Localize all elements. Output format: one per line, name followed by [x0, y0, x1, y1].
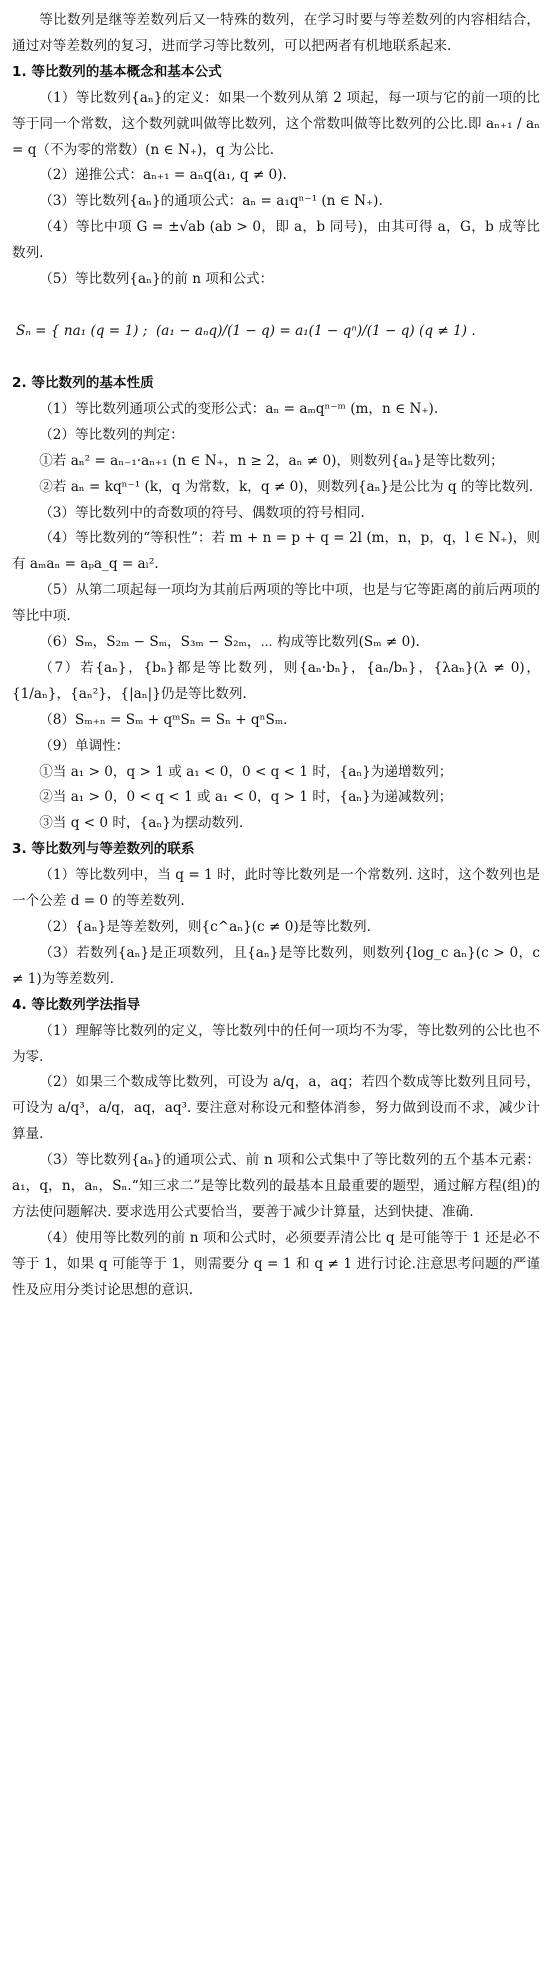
- paragraph: （3）若数列{aₙ}是正项数列，且{aₙ}是等比数列，则数列{log_c aₙ}(c > 0，c ≠ 1)为等差数列.: [12, 944, 540, 987]
- paragraph: （3）等比数列中的奇数项的符号、偶数项的符号相同.: [39, 504, 365, 521]
- paragraph: （8）Sₘ₊ₙ = Sₘ + qᵐSₙ = Sₙ + qⁿSₘ.: [39, 711, 288, 728]
- section-heading: 3. 等比数列与等差数列的联系: [12, 841, 195, 858]
- paragraph: （2）如果三个数成等比数列，可设为 a/q，a，aq；若四个数成等比数列且同号，可设为 a/q³，a/q，aq，aq³. 要注意对称设元和整体消参，努力做到设而不求，减少计算量.: [12, 1074, 540, 1143]
- paragraph: （2）递推公式：aₙ₊₁ = aₙq(a₁, q ≠ 0).: [39, 167, 287, 184]
- paragraph: （3）等比数列{aₙ}的通项公式：aₙ = a₁qⁿ⁻¹ (n ∈ N₊).: [39, 193, 383, 210]
- paragraph: （9）单调性：: [39, 737, 130, 754]
- paragraph: （5）等比数列{aₙ}的前 n 项和公式：: [39, 271, 274, 288]
- section-heading: 2. 等比数列的基本性质: [12, 374, 154, 391]
- paragraph: （7）若{aₙ}，{bₙ}都是等比数列，则{aₙ·bₙ}，{aₙ/bₙ}，{λaₙ}(λ ≠ 0)，{1/aₙ}，{aₙ²}，{|aₙ|}仍是等比数列.: [12, 659, 540, 702]
- paragraph: （5）从第二项起每一项均为其前后两项的等比中项，也是与它等距离的前后两项的等比中项.: [12, 582, 540, 625]
- paragraph: （4）使用等比数列的前 n 项和公式时，必须要弄清公比 q 是可能等于 1 还是必不等于 1，如果 q 可能等于 1，则需要分 q = 1 和 q ≠ 1 进行讨论.注意思考问题的严谨性及应用分类讨论思想的意识.: [12, 1229, 540, 1298]
- paragraph: （4）等比中项 G = ±√ab (ab > 0，即 a，b 同号)，由其可得 a，G，b 成等比数列.: [12, 219, 540, 262]
- paragraph: （1）等比数列中，当 q = 1 时，此时等比数列是一个常数列. 这时，这个数列也是一个公差 d = 0 的等差数列.: [12, 867, 540, 910]
- paragraph: ①若 aₙ² = aₙ₋₁·aₙ₊₁ (n ∈ N₊，n ≥ 2，aₙ ≠ 0)，则数列{aₙ}是等比数列；: [39, 452, 504, 469]
- paragraph: （4）等比数列的“等积性”：若 m + n = p + q = 2l (m，n，p，q，l ∈ N₊)，则有 aₘaₙ = aₚa_q = aₗ².: [12, 530, 540, 573]
- section-heading: 1. 等比数列的基本概念和基本公式: [12, 63, 222, 80]
- paragraph: （6）Sₘ，S₂ₘ − Sₘ，S₃ₘ − S₂ₘ，⋯ 构成等比数列(Sₘ ≠ 0).: [39, 634, 420, 651]
- section-heading: 4. 等比数列学法指导: [12, 996, 141, 1013]
- paragraph: （3）等比数列{aₙ}的通项公式、前 n 项和公式集中了等比数列的五个基本元素：a₁，q，n，aₙ，Sₙ.“知三求二”是等比数列的最基本且最重要的题型，通过解方程(组)的方法使问题解决. 要求选用公式要恰当，要善于减少计算量，达到快捷、准确.: [12, 1152, 540, 1220]
- paragraph: （1）等比数列{aₙ}的定义：如果一个数列从第 2 项起，每一项与它的前一项的比等于同一个常数，这个数列就叫做等比数列，这个常数叫做等比数列的公比.即 aₙ₊₁ / aₙ = q（不为零的常数）(n ∈ N₊)，q 为公比.: [12, 89, 540, 158]
- paragraph: （2）等比数列的判定：: [39, 426, 184, 443]
- paragraph: （1）理解等比数列的定义，等比数列中的任何一项均不为零，等比数列的公比也不为零.: [12, 1022, 540, 1065]
- paragraph: （1）等比数列通项公式的变形公式：aₙ = aₘqⁿ⁻ᵐ (m，n ∈ N₊).: [39, 400, 439, 417]
- paragraph: ③当 q < 0 时，{aₙ}为摆动数列.: [39, 815, 244, 832]
- paragraph: 等比数列是继等差数列后又一特殊的数列，在学习时要与等差数列的内容相结合，通过对等差数列的复习，进而学习等比数列，可以把两者有机地联系起来.: [12, 12, 540, 54]
- paragraph: ①当 a₁ > 0，q > 1 或 a₁ < 0，0 < q < 1 时，{aₙ}为递增数列；: [39, 763, 453, 780]
- sum-formula: Sₙ = { na₁ (q = 1) ; (a₁ − aₙq)/(1 − q) = a₁(1 − qⁿ)/(1 − q) (q ≠ 1) .: [16, 323, 476, 340]
- paragraph: （2）{aₙ}是等差数列，则{c^aₙ}(c ≠ 0)是等比数列.: [39, 919, 371, 935]
- paragraph: ②若 aₙ = kqⁿ⁻¹ (k，q 为常数，k，q ≠ 0)，则数列{aₙ}是公比为 q 的等比数列.: [39, 478, 534, 495]
- paragraph: ②当 a₁ > 0，0 < q < 1 或 a₁ < 0，q > 1 时，{aₙ}为递减数列；: [39, 789, 453, 806]
